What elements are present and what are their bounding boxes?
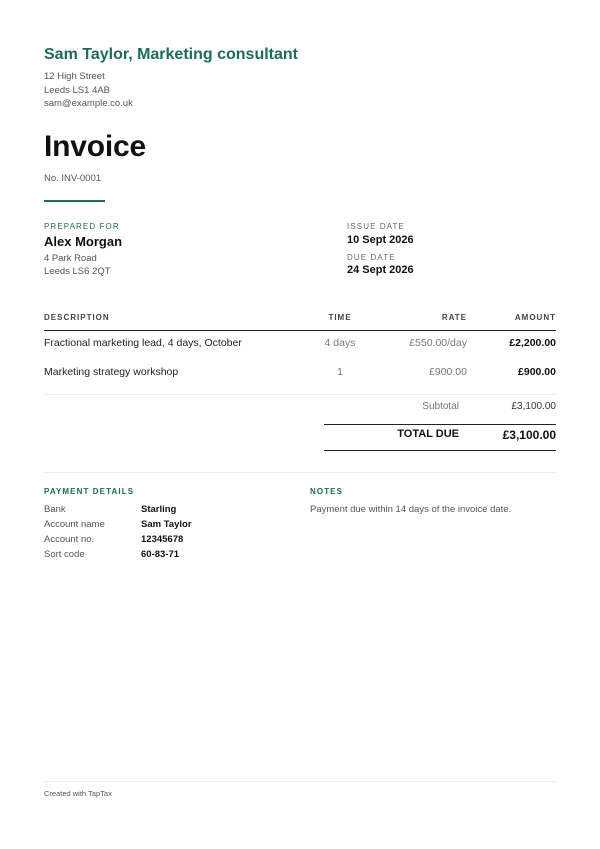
- invoice-number: No. INV-0001: [44, 173, 102, 184]
- column-header-amount: AMOUNT: [514, 313, 556, 322]
- table-header-rule: [44, 330, 556, 331]
- business-name: Sam Taylor, Marketing consultant: [44, 46, 298, 63]
- column-header-rate: RATE: [441, 313, 467, 322]
- issue-date-label: ISSUE DATE: [347, 222, 405, 231]
- total-due-label: TOTAL DUE: [397, 428, 459, 440]
- business-address-line1: 12 High Street: [44, 71, 105, 82]
- total-rule-top: [324, 424, 556, 425]
- issue-date-value: 10 Sept 2026: [347, 234, 414, 246]
- business-email: sam@example.co.uk: [44, 98, 133, 109]
- payment-details-heading: PAYMENT DETAILS: [44, 487, 135, 496]
- payment-row: [44, 549, 284, 563]
- row-rate: £900.00: [429, 366, 467, 378]
- payment-key: Account name: [44, 519, 105, 530]
- payment-row: [44, 519, 284, 533]
- total-due-value: £3,100.00: [502, 428, 556, 442]
- payment-row: [44, 534, 284, 548]
- business-address-line2: Leeds LS1 4AB: [44, 84, 111, 96]
- footer-rule: [44, 781, 556, 782]
- row-description: Marketing strategy workshop: [44, 366, 179, 378]
- payment-value: 12345678: [141, 534, 184, 545]
- table-row: [44, 337, 556, 351]
- payment-key: Sort code: [44, 549, 85, 560]
- row-amount: £900.00: [518, 366, 556, 378]
- total-rule-bottom: [324, 450, 556, 451]
- payment-key: Bank: [44, 504, 66, 515]
- footer-text: Created with TapTax: [44, 789, 112, 798]
- column-header-description: DESCRIPTION: [44, 313, 110, 322]
- payment-row: [44, 504, 284, 518]
- invoice-title: Invoice: [44, 130, 146, 163]
- row-description: Fractional marketing lead, 4 days, October: [44, 337, 242, 349]
- due-date-label: DUE DATE: [347, 253, 396, 262]
- payment-value: 60-83-71: [141, 549, 180, 560]
- subtotal-value: £3,100.00: [511, 401, 556, 412]
- row-time: 4 days: [324, 337, 356, 349]
- row-amount: £2,200.00: [509, 337, 556, 349]
- payment-key: Account no.: [44, 534, 95, 545]
- row-rate: £550.00/day: [409, 337, 467, 349]
- client-address-line1: 4 Park Road: [44, 253, 97, 264]
- due-date-value: 24 Sept 2026: [347, 264, 414, 276]
- row-time: 1: [337, 366, 343, 378]
- section-divider: [44, 472, 556, 473]
- payment-value: Sam Taylor: [141, 519, 192, 530]
- accent-rule: [44, 200, 105, 202]
- column-header-time: TIME: [328, 313, 352, 322]
- client-address-line2: Leeds LS6 2QT: [44, 265, 111, 277]
- client-name: Alex Morgan: [44, 234, 123, 249]
- prepared-for-label: PREPARED FOR: [44, 222, 120, 231]
- subtotal-label: Subtotal: [422, 401, 459, 412]
- notes-text: Payment due within 14 days of the invoice date.: [310, 504, 512, 515]
- client-address: [44, 253, 111, 278]
- notes-heading: NOTES: [310, 487, 344, 496]
- table-row: [44, 366, 556, 380]
- business-address: [44, 70, 133, 111]
- table-end-rule: [44, 394, 556, 395]
- payment-value: Starling: [141, 504, 177, 515]
